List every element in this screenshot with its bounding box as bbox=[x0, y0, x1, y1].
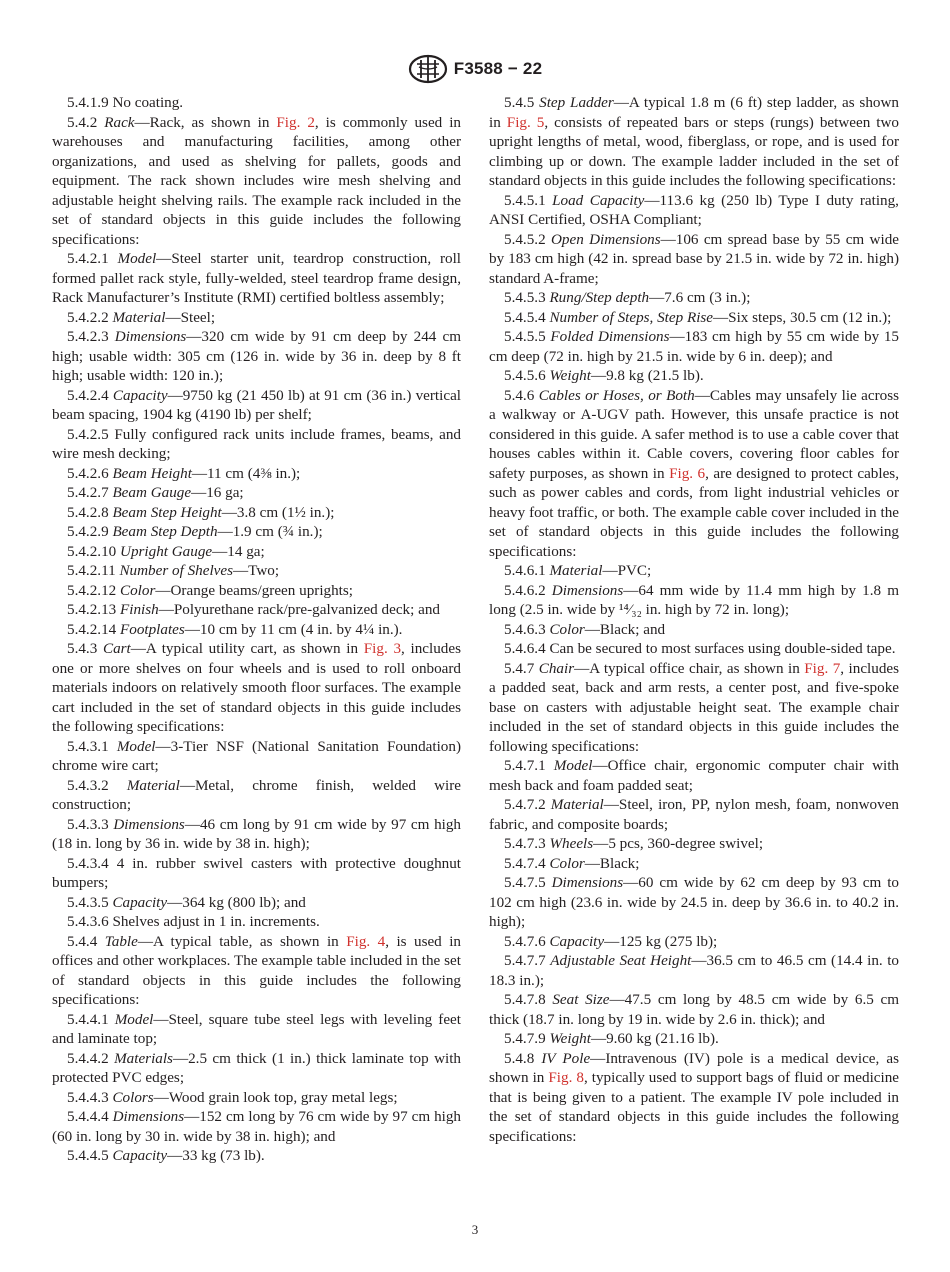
section-text: —60 cm wide by 62 cm deep by 93 cm to 102 cm high (23.6 in. wide by 24.5 in. deep by 36.6 in. to 40.2 in. high); bbox=[489, 874, 899, 930]
section-text: —A typical office chair, as shown in bbox=[574, 659, 805, 677]
section-term: Folded Dimensions bbox=[550, 328, 670, 345]
section-text-continued: , are designed to protect cables, such as power cables and cords, from light industrial vehicles or heavy foot traffic, or both. The example cable cover included in the set of standard objects in this guide includes the following specifications: bbox=[489, 464, 899, 560]
section-number: 5.4.3.4 bbox=[67, 854, 109, 872]
section-number: 5.4.3.1 bbox=[67, 737, 109, 755]
section-text: —7.6 cm (3 in.); bbox=[649, 289, 751, 306]
section-number: 5.4.2.5 bbox=[67, 425, 109, 443]
figure-link[interactable]: Fig. 7 bbox=[804, 659, 841, 677]
section-number: 5.4.4.3 bbox=[67, 1088, 109, 1106]
section-paragraph bbox=[52, 932, 461, 1010]
section-term: Rung/Step depth bbox=[549, 289, 650, 306]
section-term: Open Dimensions bbox=[550, 230, 661, 248]
section-number: 5.4.7.7 bbox=[504, 952, 546, 969]
section-term: Dimensions bbox=[113, 815, 185, 833]
section-paragraph bbox=[52, 522, 461, 542]
section-paragraph bbox=[489, 639, 899, 659]
section-term: Material bbox=[549, 562, 603, 579]
section-term: Number of Steps, Step Rise bbox=[549, 308, 714, 326]
section-number: 5.4.2.11 bbox=[67, 562, 116, 579]
section-text: —Intravenous (IV) pole is a medical device, as shown in bbox=[489, 1049, 899, 1086]
section-term: Finish bbox=[120, 601, 159, 618]
section-number: 5.4.6.3 bbox=[504, 620, 546, 638]
section-number: 5.4.2.2 bbox=[67, 308, 109, 326]
section-term: Table bbox=[104, 932, 138, 950]
page-number: 3 bbox=[471, 1222, 479, 1237]
section-term: Beam Height bbox=[112, 464, 192, 482]
section-paragraph bbox=[52, 1010, 461, 1049]
astm-logo-icon bbox=[408, 54, 448, 84]
section-paragraph bbox=[52, 1049, 461, 1088]
section-term: Seat Size bbox=[552, 991, 610, 1008]
section-paragraph bbox=[52, 854, 461, 893]
section-number: 5.4.1.9 bbox=[67, 94, 109, 111]
section-paragraph bbox=[52, 581, 461, 601]
section-text: —A typical table, as shown in bbox=[137, 932, 347, 950]
section-paragraph bbox=[489, 1049, 899, 1147]
section-number: 5.4.4.2 bbox=[67, 1049, 109, 1067]
figure-link[interactable]: Fig. 8 bbox=[548, 1069, 584, 1086]
section-text: —Steel; bbox=[165, 308, 216, 326]
section-number: 5.4.2.12 bbox=[67, 581, 117, 599]
section-number: 5.4.7.6 bbox=[504, 932, 546, 950]
section-term: Color bbox=[120, 581, 156, 599]
section-term: Model bbox=[117, 250, 157, 267]
section-text: —Black; and bbox=[584, 620, 666, 638]
section-text: —3.8 cm (1½ in.); bbox=[221, 503, 335, 521]
section-text: —33 kg (73 lb). bbox=[167, 1147, 265, 1164]
section-number: 5.4.4.4 bbox=[67, 1108, 109, 1125]
section-text: —Steel, square tube steel legs with leveling feet and laminate top; bbox=[52, 1010, 461, 1047]
section-term: Beam Step Height bbox=[112, 503, 222, 521]
section-paragraph bbox=[489, 659, 899, 757]
section-paragraph bbox=[489, 386, 899, 562]
section-text: —10 cm by 11 cm (4 in. by 4¼ in.). bbox=[184, 620, 403, 638]
section-text-continued: , includes a padded seat, back and arm rests, a center post, and five-spoke base on casters with adjustable height seat. The example chair included in the set of standard objects in this guide includes the following specifications: bbox=[489, 659, 899, 755]
section-paragraph bbox=[489, 873, 899, 932]
section-text: —2.5 cm thick (1 in.) thick laminate top with protected PVC edges; bbox=[52, 1049, 461, 1086]
section-paragraph bbox=[52, 737, 461, 776]
section-term: Material bbox=[550, 796, 604, 813]
section-paragraph bbox=[52, 503, 461, 523]
section-term: Capacity bbox=[112, 386, 168, 404]
section-paragraph bbox=[489, 1029, 899, 1049]
section-term: Model bbox=[116, 737, 156, 755]
section-paragraph bbox=[52, 561, 461, 581]
section-number: 5.4.6.1 bbox=[504, 562, 546, 579]
section-text: —Two; bbox=[233, 562, 280, 579]
section-text: —Rack, as shown in bbox=[134, 113, 277, 131]
section-number: 5.4.5.5 bbox=[504, 328, 546, 345]
section-number: 5.4.6.2 bbox=[504, 581, 546, 599]
section-paragraph bbox=[52, 620, 461, 640]
section-paragraph bbox=[489, 834, 899, 854]
section-text: —Cables may unsafely lie across a walkway or A-UGV path. However, this unsafe practice is not considered in this guide. A safer method is to use a cable cover that houses cables within it. Cable covers, covering floor cables for safety purposes, as shown in bbox=[489, 386, 899, 482]
section-number: 5.4.3.3 bbox=[67, 815, 109, 833]
section-number: 5.4.2.13 bbox=[67, 601, 117, 618]
section-text: —Steel starter unit, teardrop construction, roll formed pallet rack style, fully-welded, steel teardrop frame design, Rack Manufacturer’s Institute (RMI) certified boltless assembly; bbox=[52, 250, 461, 306]
section-term: Cables or Hoses, or Both bbox=[538, 386, 695, 404]
section-paragraph bbox=[489, 990, 899, 1029]
section-paragraph bbox=[52, 1107, 461, 1146]
figure-link[interactable]: Fig. 3 bbox=[363, 640, 402, 657]
section-term: Capacity bbox=[112, 1147, 168, 1164]
section-paragraph bbox=[52, 308, 461, 328]
section-term: Load Capacity bbox=[552, 191, 645, 209]
section-term: Material bbox=[126, 776, 180, 794]
section-text-continued: , typically used to support bags of fluid or medicine that is being given to a patient. The example IV pole included in the set of standard objects in this guide includes the following specifications: bbox=[489, 1069, 899, 1145]
section-text: —47.5 cm long by 48.5 cm wide by 6.5 cm thick (18.7 in. long by 19 in. wide by 2.6 in. thick); and bbox=[489, 991, 899, 1028]
section-number: 5.4.2.9 bbox=[67, 523, 109, 540]
section-text: —5 pcs, 360-degree swivel; bbox=[593, 835, 764, 852]
section-number: 5.4.5.1 bbox=[504, 191, 546, 209]
section-term: Beam Step Depth bbox=[112, 523, 218, 540]
section-paragraph bbox=[52, 327, 461, 386]
section-term: Dimensions bbox=[551, 874, 624, 891]
section-number: 5.4.2.7 bbox=[67, 484, 109, 501]
section-paragraph bbox=[52, 1088, 461, 1108]
section-text: —183 cm high by 55 cm wide by 15 cm deep (72 in. high by 21.5 in. wide by 6 in. deep); and bbox=[489, 328, 899, 365]
section-paragraph bbox=[489, 932, 899, 952]
section-paragraph bbox=[52, 93, 461, 113]
section-paragraph bbox=[489, 561, 899, 581]
section-paragraph bbox=[489, 230, 899, 289]
section-number: 5.4.2.14 bbox=[67, 620, 117, 638]
figure-link[interactable]: Fig. 6 bbox=[669, 464, 706, 482]
section-paragraph bbox=[489, 327, 899, 366]
section-number: 5.4.3.2 bbox=[67, 776, 109, 794]
section-text-continued: , is used in offices and other workplaces. The example table included in the set of standard objects in this guide includes the following specifications: bbox=[52, 932, 461, 1008]
section-text: —Black; bbox=[584, 854, 640, 872]
section-text: Fully configured rack units include frames, beams, and wire mesh decking; bbox=[52, 425, 461, 462]
section-paragraph bbox=[489, 191, 899, 230]
section-text: —16 ga; bbox=[191, 484, 244, 501]
section-number: 5.4.7.8 bbox=[504, 991, 546, 1008]
section-paragraph bbox=[489, 795, 899, 834]
section-number: 5.4.2.4 bbox=[67, 386, 109, 404]
section-text: —9.60 kg (21.16 lb). bbox=[590, 1030, 719, 1047]
section-text: Can be secured to most surfaces using double-sided tape. bbox=[549, 640, 896, 657]
section-text: —152 cm long by 76 cm wide by 97 cm high (60 in. long by 30 in. wide by 38 in. high); and bbox=[52, 1108, 461, 1145]
section-number: 5.4.4 bbox=[67, 932, 98, 950]
figure-link[interactable]: Fig. 4 bbox=[346, 932, 386, 950]
section-text: —113.6 kg (250 lb) Type I duty rating, ANSI Certified, OSHA Compliant; bbox=[489, 191, 899, 228]
section-term: Cart bbox=[103, 640, 131, 657]
section-number: 5.4.7.2 bbox=[504, 796, 546, 813]
section-paragraph bbox=[52, 639, 461, 737]
section-text: No coating. bbox=[112, 94, 184, 111]
section-term: IV Pole bbox=[541, 1049, 591, 1067]
section-text: 4 in. rubber swivel casters with protective doughnut bumpers; bbox=[52, 854, 461, 891]
section-term: Color bbox=[549, 620, 585, 638]
section-term: Weight bbox=[549, 1030, 591, 1047]
section-number: 5.4.5.4 bbox=[504, 308, 546, 326]
section-number: 5.4.4.1 bbox=[67, 1010, 109, 1028]
section-text: —3-Tier NSF (National Sanitation Foundation) chrome wire cart; bbox=[52, 737, 461, 774]
section-paragraph bbox=[52, 386, 461, 425]
section-text: —Polyurethane rack/pre-galvanized deck; and bbox=[158, 601, 440, 618]
section-text: —106 cm spread base by 55 cm wide by 183 cm high (42 in. spread base by 21.5 in. wide by 72 in. high) standard A-frame; bbox=[489, 230, 899, 287]
section-text: —125 kg (275 lb); bbox=[604, 932, 718, 950]
section-number: 5.4.7.4 bbox=[504, 854, 546, 872]
section-term: Footplates bbox=[120, 620, 185, 638]
left-column bbox=[52, 93, 461, 1166]
section-paragraph bbox=[489, 288, 899, 308]
section-number: 5.4.2 bbox=[67, 113, 98, 131]
section-term: Dimensions bbox=[114, 328, 187, 345]
section-text: —64 mm wide by 11.4 mm high by 1.8 m long (2.5 in. wide by ¹⁴⁄₃₂ in. high by 72 in. long); bbox=[489, 581, 899, 618]
section-paragraph bbox=[52, 600, 461, 620]
section-text: —320 cm wide by 91 cm deep by 244 cm high; usable width: 305 cm (126 in. wide by 36 in. deep by 8 ft high; usable width: 120 in.); bbox=[52, 328, 461, 384]
section-term: Model bbox=[114, 1010, 154, 1028]
section-term: Dimensions bbox=[112, 1108, 185, 1125]
section-paragraph bbox=[489, 93, 899, 191]
section-paragraph bbox=[52, 776, 461, 815]
section-number: 5.4.7.5 bbox=[504, 874, 546, 891]
section-text: —9750 kg (21 450 lb) at 91 cm (36 in.) vertical beam spacing, 1904 kg (4190 lb) per shelf; bbox=[52, 386, 461, 423]
section-text: —Office chair, ergonomic computer chair with mesh back and foam padded seat; bbox=[489, 757, 899, 794]
section-paragraph bbox=[52, 113, 461, 250]
section-term: Rack bbox=[104, 113, 135, 131]
section-number: 5.4.5.6 bbox=[504, 367, 546, 384]
section-paragraph bbox=[489, 581, 899, 620]
section-number: 5.4.3.6 bbox=[67, 913, 109, 930]
section-paragraph bbox=[52, 912, 461, 932]
right-column bbox=[489, 93, 899, 1146]
section-term: Weight bbox=[549, 367, 591, 384]
section-text: —36.5 cm to 46.5 cm (14.4 in. to 18.3 in.); bbox=[489, 952, 900, 989]
section-paragraph bbox=[52, 542, 461, 562]
section-paragraph bbox=[52, 815, 461, 854]
section-number: 5.4.8 bbox=[504, 1049, 535, 1067]
section-paragraph bbox=[489, 756, 899, 795]
section-term: Color bbox=[549, 854, 585, 872]
section-term: Capacity bbox=[549, 932, 605, 950]
section-text: —9.8 kg (21.5 lb). bbox=[590, 367, 704, 384]
section-paragraph bbox=[52, 1146, 461, 1166]
section-term: Dimensions bbox=[551, 581, 624, 599]
section-number: 5.4.7.9 bbox=[504, 1030, 546, 1047]
section-text: —14 ga; bbox=[212, 542, 265, 560]
section-term: Materials bbox=[114, 1049, 173, 1067]
section-text-continued: , is commonly used in warehouses and manufacturing facilities, among other organizations, and used as shelving for pallets, goods and equipment. The rack shown includes wire mesh shelving and adjustable height shelving rails. The example rack included in the set of standard objects in this guide includes the following specifications: bbox=[52, 113, 461, 248]
section-term: Capacity bbox=[112, 893, 168, 911]
section-text: —46 cm long by 91 cm wide by 97 cm high (18 in. long by 36 in. wide by 38 in. high); bbox=[52, 815, 462, 852]
section-term: Wheels bbox=[549, 835, 594, 852]
section-number: 5.4.6.4 bbox=[504, 640, 546, 657]
section-paragraph bbox=[52, 464, 461, 484]
section-text: —1.9 cm (¾ in.); bbox=[217, 523, 323, 540]
section-term: Material bbox=[112, 308, 166, 326]
section-paragraph bbox=[52, 425, 461, 464]
section-text: Shelves adjust in 1 in. increments. bbox=[112, 913, 320, 930]
section-paragraph bbox=[489, 366, 899, 386]
section-number: 5.4.2.10 bbox=[67, 542, 117, 560]
section-paragraph bbox=[52, 893, 461, 913]
section-number: 5.4.2.6 bbox=[67, 464, 109, 482]
section-number: 5.4.2.8 bbox=[67, 503, 109, 521]
section-number: 5.4.7.3 bbox=[504, 835, 546, 852]
section-text: —11 cm (4⅜ in.); bbox=[191, 464, 301, 482]
document-designation: F3588 − 22 bbox=[453, 59, 543, 78]
section-text: —Wood grain look top, gray metal legs; bbox=[153, 1088, 398, 1106]
section-number: 5.4.6 bbox=[504, 386, 535, 404]
section-term: Chair bbox=[538, 659, 575, 677]
section-text: —Metal, chrome finish, welded wire construction; bbox=[52, 776, 461, 813]
section-text: —A typical 1.8 m (6 ft) step ladder, as shown in bbox=[489, 94, 899, 131]
section-number: 5.4.2.3 bbox=[67, 328, 109, 345]
section-number: 5.4.3 bbox=[67, 640, 98, 657]
section-text-continued: , consists of repeated bars or steps (rungs) between two upright lengths of metal, wood, fiberglass, or rope, and is used for climbing up or down. The example ladder included in the set of standard objects in this guide includes the following specifications: bbox=[489, 113, 899, 189]
section-number: 5.4.5.3 bbox=[504, 289, 546, 306]
section-number: 5.4.5 bbox=[504, 94, 535, 111]
section-text: —Orange beams/green uprights; bbox=[155, 581, 353, 599]
section-number: 5.4.2.1 bbox=[67, 250, 109, 267]
section-number: 5.4.5.2 bbox=[504, 230, 546, 248]
figure-link[interactable]: Fig. 2 bbox=[276, 113, 315, 131]
section-paragraph bbox=[489, 951, 899, 990]
section-paragraph bbox=[489, 308, 899, 328]
section-text: —A typical utility cart, as shown in bbox=[130, 640, 364, 657]
section-term: Upright Gauge bbox=[120, 542, 213, 560]
section-term: Step Ladder bbox=[539, 94, 614, 111]
section-text-continued: , includes one or more shelves on four wheels and is used to roll onboard materials indoors on relatively smooth floor surfaces. The example cart included in the set of standard objects in this guide includes the following specifications: bbox=[52, 640, 461, 735]
section-paragraph bbox=[52, 483, 461, 503]
section-paragraph bbox=[489, 620, 899, 640]
section-paragraph bbox=[489, 854, 899, 874]
section-term: Adjustable Seat Height bbox=[550, 952, 692, 969]
section-text: —Steel, iron, PP, nylon mesh, foam, nonwoven fabric, and composite boards; bbox=[489, 796, 899, 833]
section-term: Model bbox=[553, 757, 593, 774]
section-number: 5.4.4.5 bbox=[67, 1147, 109, 1164]
section-term: Colors bbox=[112, 1088, 154, 1106]
section-paragraph bbox=[52, 249, 461, 308]
page-header bbox=[0, 52, 950, 86]
section-text: —PVC; bbox=[602, 562, 652, 579]
section-number: 5.4.7 bbox=[504, 659, 535, 677]
section-text: —Six steps, 30.5 cm (12 in.); bbox=[713, 308, 892, 326]
section-number: 5.4.7.1 bbox=[504, 757, 546, 774]
section-number: 5.4.3.5 bbox=[67, 893, 109, 911]
section-term: Number of Shelves bbox=[119, 562, 233, 579]
section-text: —364 kg (800 lb); and bbox=[167, 893, 306, 911]
figure-link[interactable]: Fig. 5 bbox=[506, 113, 545, 131]
section-term: Beam Gauge bbox=[112, 484, 192, 501]
